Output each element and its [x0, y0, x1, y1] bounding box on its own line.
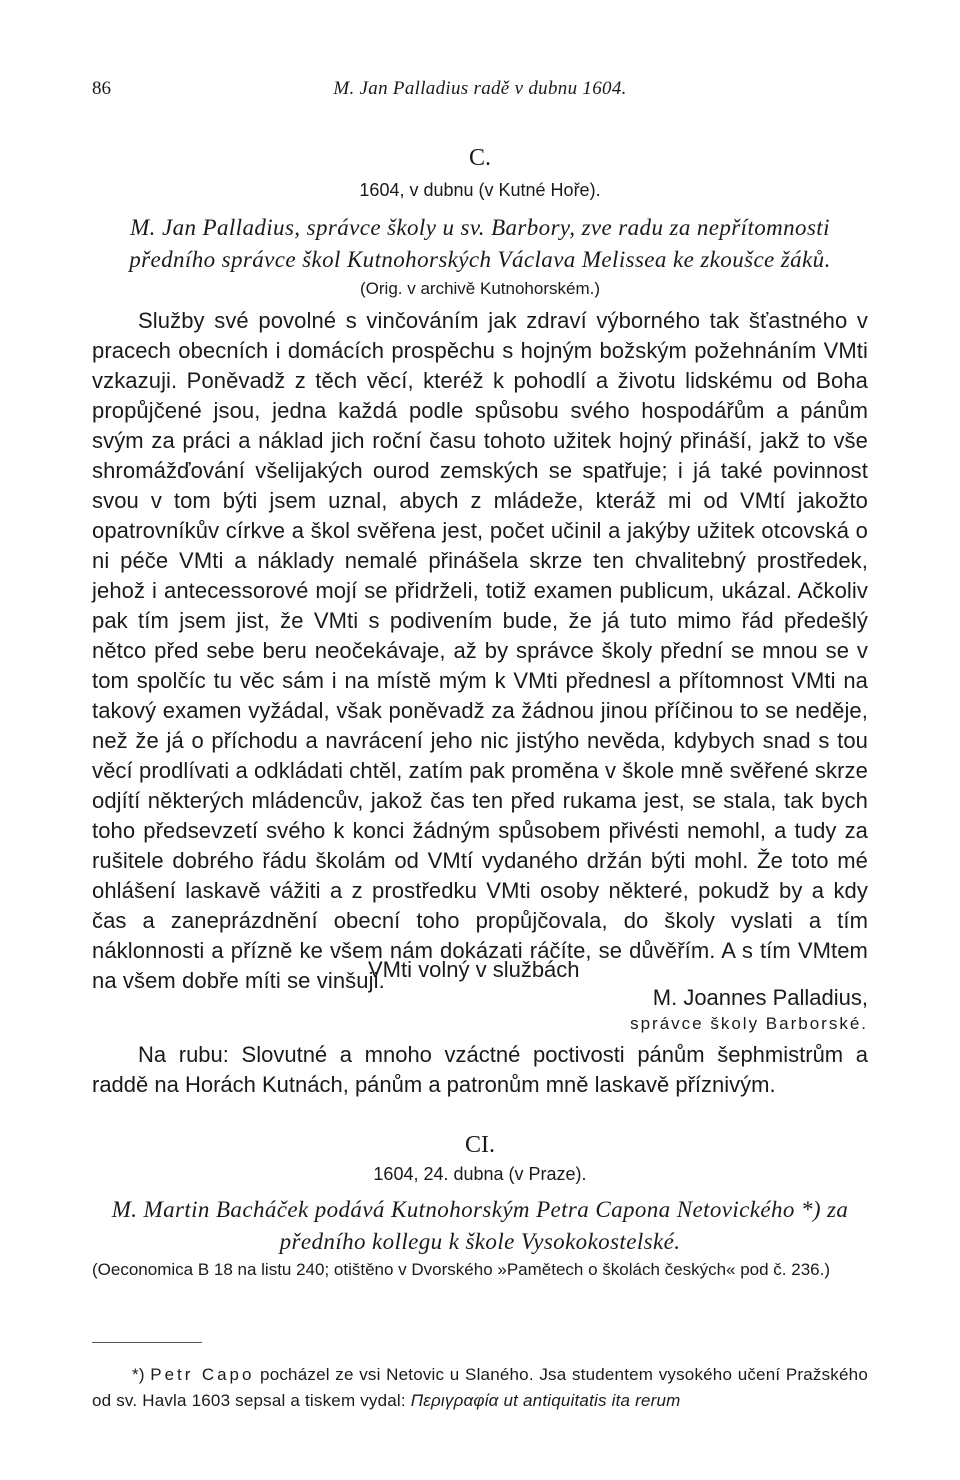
document-number-2: CI. — [465, 1132, 495, 1158]
footnote-latin: ut antiquitatis ita rerum — [503, 1391, 681, 1410]
running-head — [92, 78, 868, 102]
verso-label: Na rubu: — [138, 1042, 229, 1067]
footnote-text: pocházel ze vsi Netovic u Slaného. Jsa studentem vysokého učení Pražského od sv. Havla 1603 sepsal a tiskem vydal: — [92, 1365, 868, 1410]
letter-body — [92, 306, 868, 996]
document-source-2 — [92, 1258, 868, 1282]
footnote-rule — [92, 1342, 202, 1343]
letter-closing: VMti volný v službách — [368, 957, 580, 982]
document-number: C. — [468, 145, 491, 171]
footnote-greek: Περιγραφία — [410, 1391, 499, 1410]
footnote — [92, 1362, 868, 1414]
document-source-2-text: (Oeconomica B 18 na listu 240; otištěno v Dvorského »Pamětech o školách českých« pod č. 236.) — [92, 1260, 831, 1279]
signature-title: správce školy Barborské. — [630, 1014, 868, 1033]
page-number: 86 — [92, 78, 111, 99]
letter-text: Služby své povolné s vinčováním jak zdraví výborného tak šťastného v pracech obecních i domácích prospěchu s hojným božským požehnáním VMti vzkazuji. Poněvadž z těch věcí, kteréž k pohodlí a životu lidskému od Boha propůjčené jsou, jedna každá podle spůsobu svého hospodářům a pánům svým za práci a náklad jich roční času tohoto užitek hojný přináší, jakž to vše shromážďování všelijakých ourod zemských se spatřuje; i já také povinnost svou v tom býti jsem uznal, abych z mládeže, kteráž mi od VMtí jakožto opatrovníkův církve a škol svěřena jest, počet učinil a jakýby užitek otcovská o ni péče VMti a náklady nemalé přinášela skrze ten chvalitebný prostředek, jehož i antecessorové mojí se přidrželi, totiž examen publicum, ukázal. Ačkoliv pak tím jsem jist, že VMti s podivením bude, že já tuto mimo řád předešlý nětco před sebe beru neočekávaje, až by správce školy přední se mnou se v tom spolčíc tu věc sám i na místě mým k VMti přednesl a přítomnost VMti na takový examen vyžádal, však poněvadž za žádnou jinou příčinou to se neděje, než že já o příchodu a navrácení jeho nic jistýho nevěda, kdybych snad s tou věcí prodlívati a odkládati chtěl, zatím pak proměna v škole mně svěřené skrze odjítí některých mládencův, jakož čas ten před rukama jest, se stala, tak bych toho předsevzetí svého k konci žádným spůsobem přivésti nemohl, a tudy za rušitele dobrého řádu školám od VMtí vydaného držán býti mohl. Že toto mé ohlášení laskavě vážiti a z prostředku VMti osoby některé, pokudž by a kdy čas a zaneprázdnění obecní toho propůjčovala, do školy vyslati a tím náklonnosti a přízně ke všem nám dokázati ráčíte, se důvěřím. A s tím VMtem na všem dobře míti se vinšuji. — [92, 308, 868, 993]
signature-name: M. Joannes Palladius, — [652, 985, 868, 1010]
document-regest-2: M. Martin Bacháček podává Kutnohorským Petra Capona Netovického *) za předního kollegu k škole Vysokokostelské. — [111, 1197, 849, 1254]
document-date: 1604, v dubnu (v Kutné Hoře). — [359, 180, 601, 200]
running-title: M. Jan Palladius radě v dubnu 1604. — [333, 78, 627, 99]
verso-text: Slovutné a mnoho vzáctné poctivosti pánům šephmistrům a raddě na Horách Kutnách, pánům a patronům mně laskavě příznivým. — [92, 1042, 868, 1097]
document-source: (Orig. v archivě Kutnohorském.) — [360, 279, 600, 298]
footnote-name: Petr Capo — [150, 1365, 255, 1384]
document-regest: M. Jan Palladius, správce školy u sv. Barbory, zve radu za nepřítomnosti předního správce škol Kutnohorských Václava Melissea ke zkoušce žáků. — [129, 215, 831, 272]
verso-note — [92, 1040, 868, 1100]
footnote-marker: *) — [132, 1365, 145, 1384]
document-date-2: 1604, 24. dubna (v Praze). — [373, 1164, 587, 1184]
